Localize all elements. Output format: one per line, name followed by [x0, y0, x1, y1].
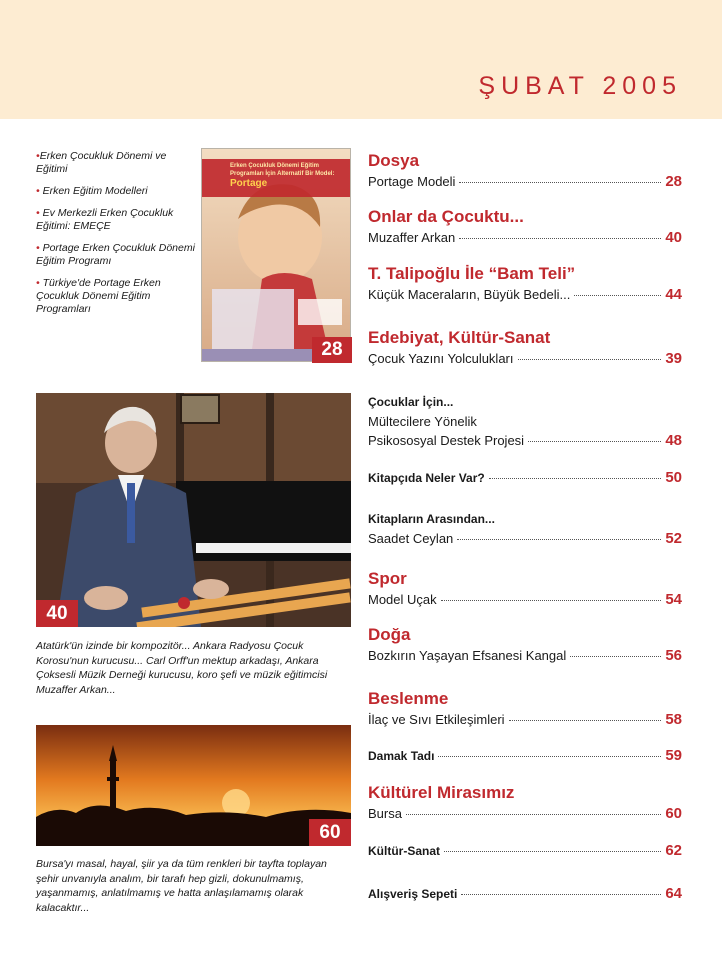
toc-section-kitapcik: [368, 468, 682, 488]
dot-leader: [438, 756, 661, 757]
section-title: Kitapların Arasından...: [368, 512, 495, 526]
toc-section-edebiyat: [368, 327, 682, 368]
dot-leader: [441, 600, 662, 601]
toc-section-beslenme: [368, 688, 682, 729]
composer-caption: Atatürk'ün izinde bir kompozitör... Ankara Radyosu Çocuk Korosu'nun kurucusu... Carl Orff'un mektup arkadaşı, Ankara Çoksesli Müzik Derneği kurucusu, koro şefi ve müzik eğitimcisi Muzaffer Arkan...: [36, 640, 328, 696]
page-number: 59: [665, 747, 682, 764]
bursa-sunset-illustration: [36, 725, 351, 846]
page-number: 40: [665, 229, 682, 246]
page-number: 48: [665, 432, 682, 449]
toc-section-doga: [368, 624, 682, 665]
dot-leader: [459, 182, 661, 183]
intro-item: • Türkiye'de Portage Erken Çocukluk Dönemi Eğitim Programları: [36, 277, 161, 315]
dot-leader: [406, 814, 661, 815]
dot-leader: [461, 894, 661, 895]
dot-leader: [457, 539, 661, 540]
dot-leader: [518, 359, 662, 360]
toc-section-kultur-sanat: [368, 841, 682, 861]
dot-leader: [574, 295, 661, 296]
toc-section-talipoglu: [368, 263, 682, 304]
toc-entry[interactable]: Alışveriş Sepeti 64: [368, 885, 682, 902]
section-title: Onlar da Çocuktu...: [368, 207, 524, 226]
toc-entry[interactable]: Kültür-Sanat 62: [368, 842, 682, 859]
section-title: Dosya: [368, 151, 420, 170]
magazine-cover[interactable]: [201, 148, 351, 362]
page-number: 28: [665, 173, 682, 190]
issue-date: ŞUBAT 2005: [478, 72, 682, 100]
toc-entry[interactable]: Küçük Maceraların, Büyük Bedeli... 44: [368, 286, 682, 303]
section-title: Çocuklar İçin...: [368, 395, 454, 409]
section-subtitle: Mültecilere Yönelik: [368, 414, 477, 429]
intro-item: • Portage Erken Çocukluk Dönemi Eğitim Programı: [36, 242, 195, 267]
intro-item: • Erken Eğitim Modelleri: [36, 185, 148, 197]
toc-section-cocuklar: [368, 393, 682, 450]
toc-entry[interactable]: Çocuk Yazını Yolculukları 39: [368, 350, 682, 367]
toc-entry[interactable]: Psikososyal Destek Projesi 48: [368, 432, 682, 449]
toc-section-dosya: [368, 150, 682, 191]
toc-entry[interactable]: Muzaffer Arkan 40: [368, 229, 682, 246]
toc-entry[interactable]: İlaç ve Sıvı Etkileşimleri 58: [368, 711, 682, 728]
toc-section-alisveris: [368, 884, 682, 904]
composer-illustration: [36, 393, 351, 627]
page-number: 44: [665, 286, 682, 303]
page-number: 39: [665, 350, 682, 367]
toc-entry[interactable]: Kitapçıda Neler Var? 50: [368, 469, 682, 486]
toc-entry[interactable]: Model Uçak 54: [368, 591, 682, 608]
intro-item: •Erken Çocukluk Dönemi ve Eğitimi: [36, 150, 167, 175]
composer-page-badge: 40: [36, 600, 78, 627]
toc-section-spor: [368, 568, 682, 609]
section-title: Spor: [368, 569, 407, 588]
bullet-icon: •: [36, 150, 40, 162]
dot-leader: [570, 656, 661, 657]
page-number: 64: [665, 885, 682, 902]
toc-entry[interactable]: Portage Modeli 28: [368, 173, 682, 190]
cover-title: Erken Çocukluk Dönemi Eğitim Programları İçin Alternatif Bir Model: Portage: [230, 163, 335, 189]
dot-leader: [444, 851, 661, 852]
toc-section-damak: [368, 746, 682, 766]
page-number: 56: [665, 647, 682, 664]
toc-section-kitaplar: [368, 510, 682, 548]
dot-leader: [509, 720, 662, 721]
bursa-page-badge: 60: [309, 819, 351, 846]
page-number: 60: [665, 805, 682, 822]
composer-photo[interactable]: [36, 393, 351, 627]
toc-entry[interactable]: Damak Tadı 59: [368, 747, 682, 764]
toc-entry[interactable]: Saadet Ceylan 52: [368, 530, 682, 547]
header-band: [0, 0, 722, 119]
bullet-icon: •: [36, 242, 43, 254]
section-title: Beslenme: [368, 689, 449, 708]
dot-leader: [459, 238, 661, 239]
page-number: 62: [665, 842, 682, 859]
page-number: 52: [665, 530, 682, 547]
page-number: 50: [665, 469, 682, 486]
section-title: Kültürel Mirasımız: [368, 783, 515, 802]
bullet-icon: •: [36, 185, 43, 197]
bullet-icon: •: [36, 207, 43, 219]
section-title: Edebiyat, Kültür-Sanat: [368, 328, 551, 347]
toc-entry[interactable]: Bozkırın Yaşayan Efsanesi Kangal 56: [368, 647, 682, 664]
bursa-photo[interactable]: [36, 725, 351, 846]
bursa-caption: Bursa'yı masal, hayal, şiir ya da tüm renkleri bir tayfta toplayan şehir unvanıyla analım, bir tarafı hep gizli, dokunulmamış, yaşanmamış, anlatılmamış ve hatta anlaşılamamış olarak kalacaktır...: [36, 858, 327, 914]
intro-item: • Ev Merkezli Erken Çocukluk Eğitimi: EMEÇE: [36, 207, 174, 232]
toc-section-onlar: [368, 206, 682, 247]
page-number: 58: [665, 711, 682, 728]
intro-list: [36, 150, 196, 325]
bullet-icon: •: [36, 277, 43, 289]
dot-leader: [528, 441, 661, 442]
cover-page-badge: 28: [312, 337, 352, 363]
section-title: T. Talipoğlu İle “Bam Teli”: [368, 264, 576, 283]
toc-entry[interactable]: Bursa 60: [368, 805, 682, 822]
page-number: 54: [665, 591, 682, 608]
section-title: Doğa: [368, 625, 411, 644]
dot-leader: [489, 478, 662, 479]
toc-section-kulturel: [368, 782, 682, 823]
